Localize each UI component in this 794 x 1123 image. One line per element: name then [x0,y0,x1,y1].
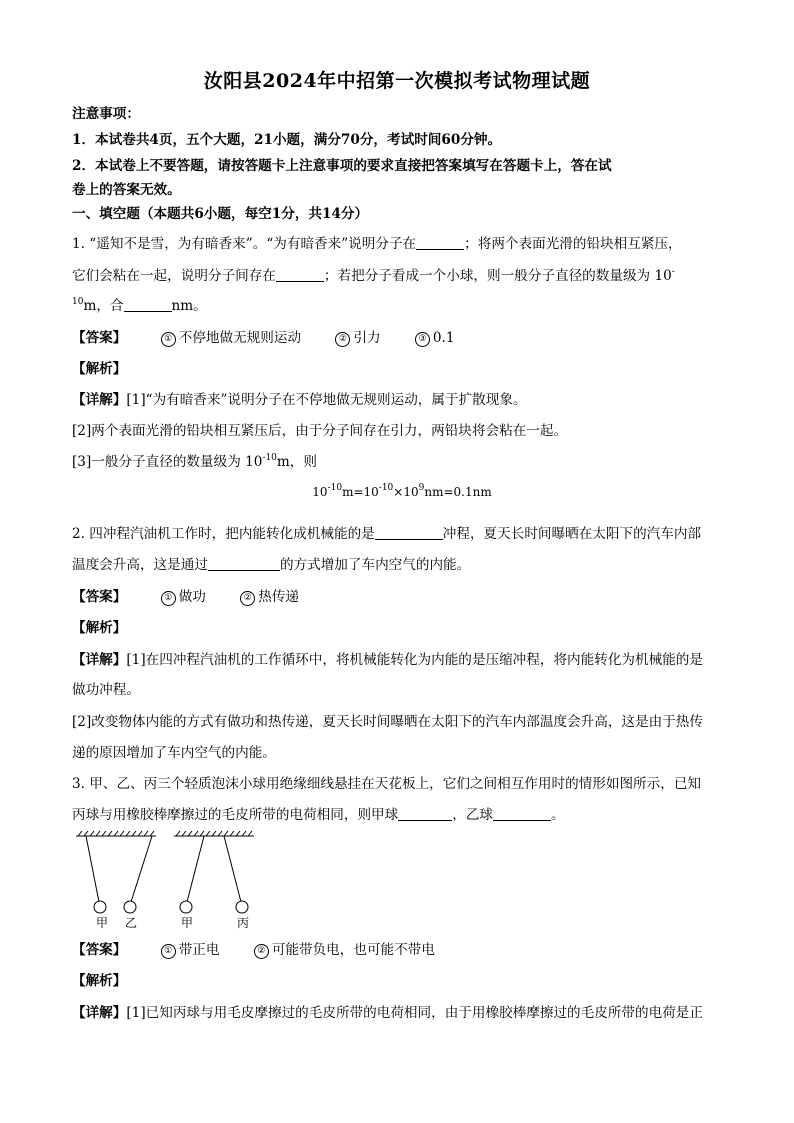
circle-number-1: ① [161,332,176,347]
question-1-line-2: 它们会粘在一起，说明分子间存在 ；若把分子看成一个小球，则一般分子直径的数量级为 10- [72,267,675,284]
question-2-detail-1-cont: 做功冲程。 [72,682,140,698]
answer-blank [124,297,172,312]
circle-number-2: ② [240,591,255,606]
question-3-detail-1: 【详解】[1]已知丙球与用毛皮摩擦过的毛皮所带的电荷相同，由于用橡胶棒摩擦过的毛皮所带的电荷是正 [72,1005,703,1021]
notice-item-1: 1．本试卷共4页，五个大题，21小题，满分70分，考试时间60分钟。 [72,132,502,148]
circle-number-1: ① [161,944,176,959]
question-1-equation: $10^{-10}m=10^{-10}\times 10^9nm=0.1nm$ [312,483,492,499]
figure-label-jia-2: 甲 [181,916,194,930]
question-3-answer: 【答案】 ① 带正电 ② 可能带负电，也可能不带电 [72,942,435,958]
figure-label-jia-1: 甲 [96,916,109,930]
circle-number-3: ③ [415,332,430,347]
balls [94,901,248,913]
question-1-analysis-tag: 【解析】 [72,361,127,377]
question-1-detail-3: [3]一般分子直径的数量级为 $10^{-10}m$，则 [72,453,317,470]
ball-jia-right [180,901,192,913]
circle-number-1: ① [161,591,176,606]
ball-jia-left [94,901,106,913]
answer-blank [375,525,443,540]
answer-blank [398,806,452,821]
question-2-detail-2: [2]改变物体内能的方式有做功和热传递，夏天长时间曝晒在太阳下的汽车内部温度会升高，这是由于热传 [72,714,703,730]
answer-blank [208,556,280,571]
notice-item-2-cont: 卷上的答案无效。 [72,182,181,198]
ceiling-left [76,831,156,836]
question-2-answer: 【答案】 ① 做功 ② 热传递 [72,589,299,605]
notice-heading: 注意事项： [72,106,140,122]
figure-label-bing: 丙 [237,916,250,930]
question-3-line-1: 3. 甲、乙、丙三个轻质泡沫小球用绝缘细线悬挂在天花板上，它们之间相互作用时的情形如图所示，已知 [72,776,702,792]
answer-blank [493,806,551,821]
answer-blank [276,267,324,282]
ball-yi [124,901,136,913]
question-2-analysis-tag: 【解析】 [72,620,127,636]
section-heading-fill-blank: 一、填空题（本题共6小题，每空1分，共14分） [72,206,369,222]
question-3-analysis-tag: 【解析】 [72,973,127,989]
question-3-line-2: 丙球与用橡胶棒摩擦过的毛皮所带的电荷相同，则甲球 ，乙球 。 [72,807,565,823]
page-title: 汝阳县2024年中招第一次模拟考试物理试题 [203,70,591,92]
figure-label-yi: 乙 [125,916,138,930]
question-2-line-1: 2. 四冲程汽油机工作时，把内能转化成机械能的是 冲程，夏天长时间曝晒在太阳下的汽车内部 [72,526,702,542]
question-2-line-2: 温度会升高，这是通过 的方式增加了车内空气的内能。 [72,557,471,573]
ceiling-right [174,831,254,836]
question-1-answer: 【答案】 ① 不停地做无规则运动 ② 引力 ③ 0.1 [72,330,455,346]
question-1-line-3: $^{10}$m，合 nm。 [72,297,207,314]
circle-number-2: ② [335,332,350,347]
question-1-detail-2: [2]两个表面光滑的铅块相互紧压后，由于分子间存在引力，两铅块将会粘在一起。 [72,423,568,439]
answer-blank [416,235,464,250]
question-1-detail-1: 【详解】[1]“为有暗香来”说明分子在不停地做无规则运动，属于扩散现象。 [72,392,527,408]
question-2-detail-1: 【详解】[1]在四冲程汽油机的工作循环中，将机械能转化为内能的是压缩冲程，将内能转化为机械能的是 [72,652,703,668]
question-2-detail-2-cont: 递的原因增加了车内空气的内能。 [72,745,276,761]
question-1-line-1: 1. “遥知不是雪，为有暗香来”。“为有暗香来”说明分子在 ；将两个表面光滑的铅块相互紧压， [72,236,682,252]
notice-item-2: 2．本试卷上不要答题，请按答题卡上注意事项的要求直接把答案填写在答题卡上，答在试 [72,158,612,174]
threads [86,836,241,902]
ball-bing [236,901,248,913]
circle-number-2: ② [254,944,269,959]
